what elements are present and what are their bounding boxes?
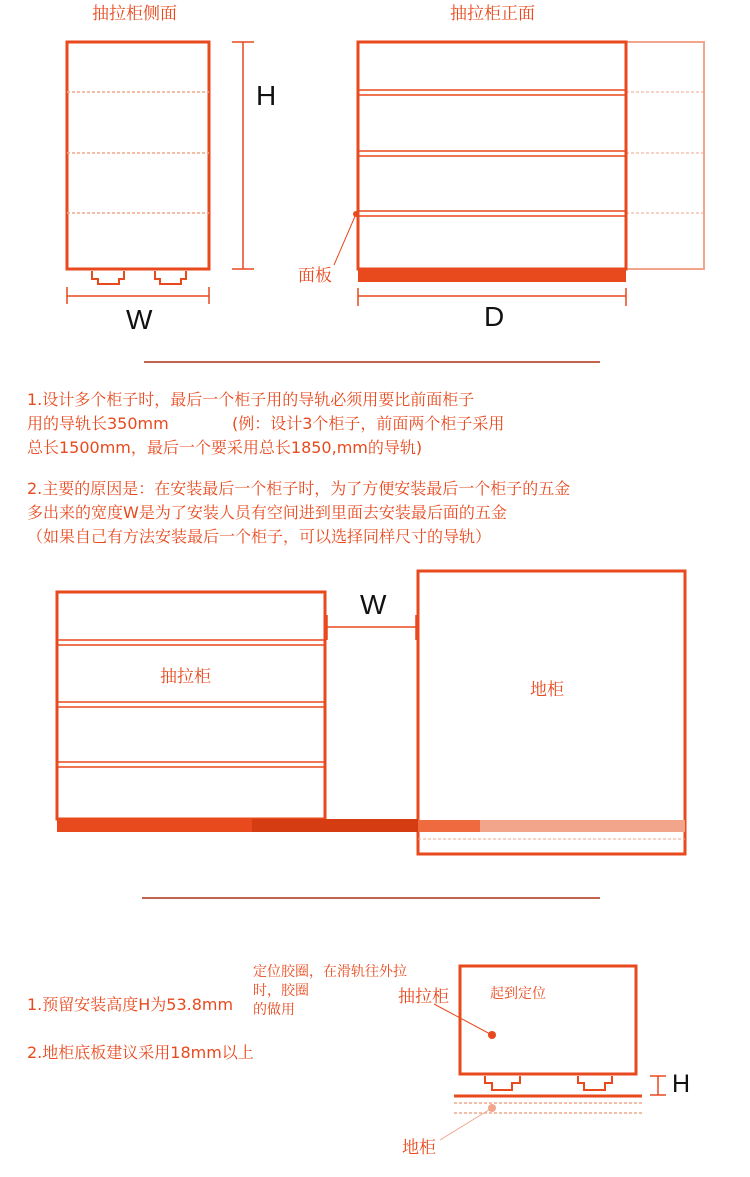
front-view [334,42,704,306]
position-label: 起到定位 [490,986,546,1002]
depth-label: D [484,301,505,332]
note1-line3: 总长1500mm，最后一个要采用总长1850,mm的导轨) [27,438,423,457]
bottom-drawer-label: 抽拉柜 [398,987,449,1007]
side-view-title: 抽拉柜侧面 [92,4,177,24]
bottom-base-label: 地柜 [402,1138,436,1158]
note1-line2: 用的导轨长350mm [27,414,169,433]
bottom-height-label: H [672,1070,691,1098]
drawer-cabinet-label: 抽拉柜 [160,667,211,687]
bottom-diagram [434,966,666,1140]
height-label: H [256,80,277,111]
bottom-item2: 2.地柜底板建议采用18mm以上 [27,1043,254,1062]
height-dimension [232,42,254,269]
bottom-item1: 1.预留安装高度H为53.8mm [27,995,234,1014]
callout-line3: 的做用 [253,1002,295,1018]
note1-line1: 1.设计多个柜子时，最后一个柜子用的导轨必须用要比前面柜子 [27,390,475,409]
note2-line3: （如果自己有方法安装最后一个柜子，可以选择同样尺寸的导轨） [27,527,492,546]
note2-line1: 2.主要的原因是：在安装最后一个柜子时，为了方便安装最后一个柜子的五金 [27,479,571,498]
note1-line2b: (例：设计3个柜子，前面两个柜子采用 [232,414,505,433]
note2-line2: 多出来的宽度W是为了安装人员有空间进到里面去安装最后面的五金 [27,503,507,522]
base-cabinet-label: 地柜 [530,680,564,700]
callout-line1: 定位胶圈，在滑轨往外拉 [253,964,407,980]
gap-width-label: W [360,589,387,620]
width-label: W [126,304,153,335]
side-view [67,42,209,304]
callout-line2: 时，胶圈 [253,983,309,999]
panel-label: 面板 [298,266,332,286]
front-view-title: 抽拉柜正面 [450,4,535,24]
